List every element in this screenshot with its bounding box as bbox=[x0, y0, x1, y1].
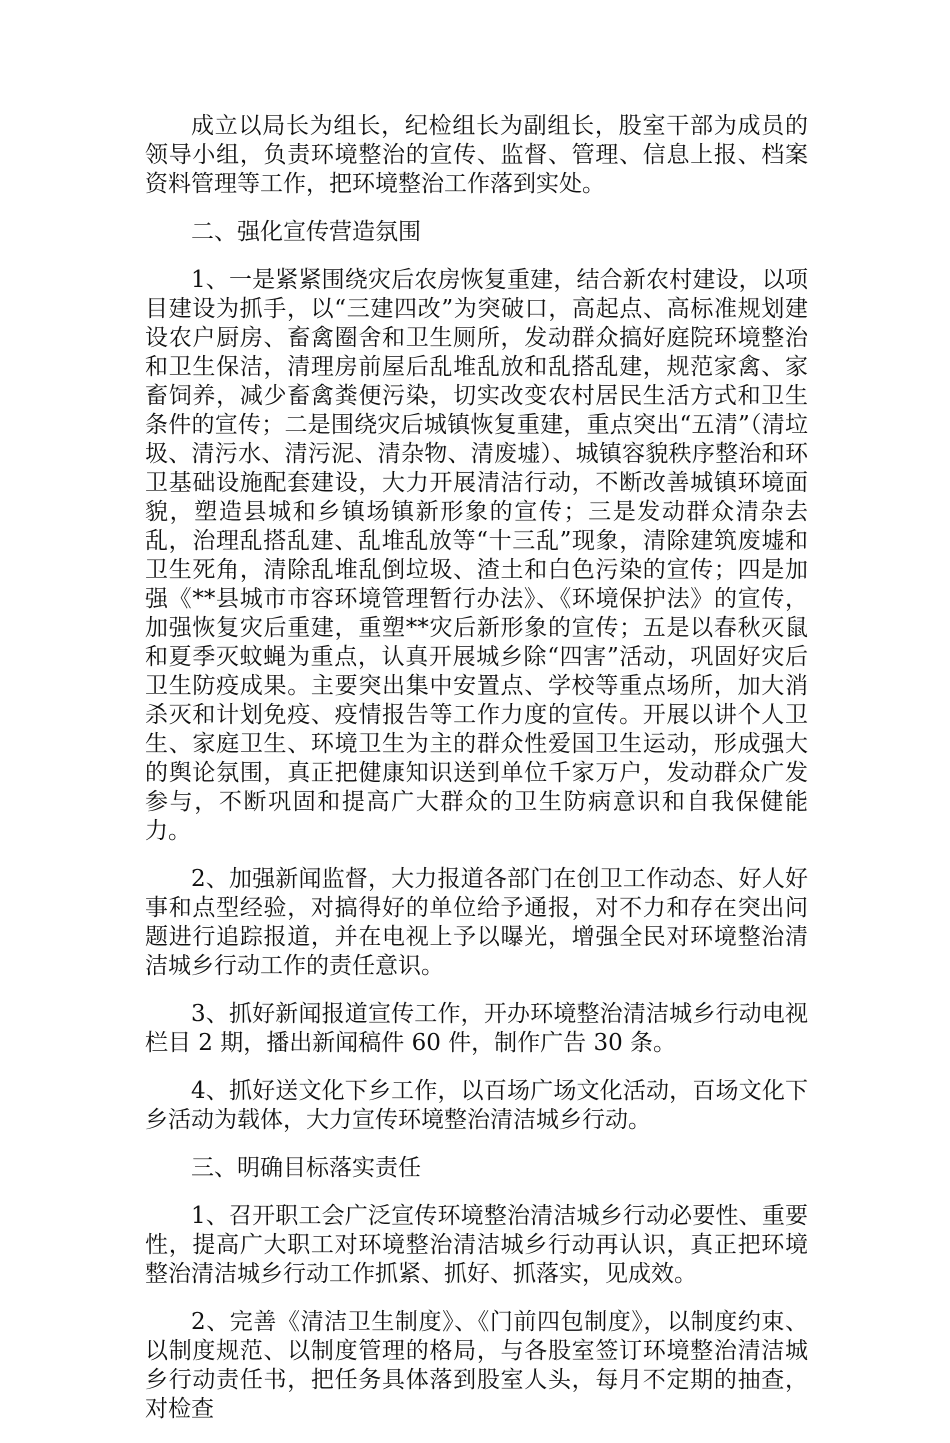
section-2-item-4: 4、抓好送文化下乡工作，以百场广场文化活动，百场文化下乡活动为载体，大力宣传环境整治清洁城乡行动。 bbox=[145, 1078, 808, 1133]
section-2-item-3: 3、抓好新闻报道宣传工作，开办环境整治清洁城乡行动电视栏目 2 期，播出新闻稿件 60 件，制作广告 30 条。 bbox=[145, 1001, 808, 1056]
section-2-item-2: 2、加强新闻监督，大力报道各部门在创卫工作动态、好人好事和点型经验，对搞得好的单位给予通报，对不力和存在突出问题进行追踪报道，并在电视上予以曝光，增强全民对环境整治清洁城乡行动工作的责任意识。 bbox=[145, 866, 808, 979]
section-2-item-1: 1、一是紧紧围绕灾后农房恢复重建，结合新农村建设，以项目建设为抓手，以“三建四改”为突破口，高起点、高标准规划建设农户厨房、畜禽圈舍和卫生厕所，发动群众搞好庭院环境整治和卫生保洁，清理房前屋后乱堆乱放和乱搭乱建，规范家禽、家畜饲养，减少畜禽粪便污染，切实改变农村居民生活方式和卫生条件的宣传；二是围绕灾后城镇恢复重建，重点突出“五清”（清垃圾、清污水、清污泥、清杂物、清废墟）、城镇容貌秩序整治和环卫基础设施配套建设，大力开展清洁行动，不断改善城镇环境面貌，塑造县城和乡镇场镇新形象的宣传；三是发动群众清杂去乱，治理乱搭乱建、乱堆乱放等“十三乱”现象，清除建筑废墟和卫生死角，清除乱堆乱倒垃圾、渣土和白色污染的宣传；四是加强《**县城市市容环境管理暂行办法》、《环境保护法》的宣传，加强恢复灾后重建，重塑**灾后新形象的宣传；五是以春秋灭鼠和夏季灭蚊蝇为重点，认真开展城乡除“四害”活动，巩固好灾后卫生防疫成果。主要突出集中安置点、学校等重点场所，加大消杀灭和计划免疫、疫情报告等工作力度的宣传。开展以讲个人卫生、家庭卫生、环境卫生为主的群众性爱国卫生运动，形成强大的舆论氛围，真正把健康知识送到单位千家万户，发动群众广发参与，不断巩固和提高广大群众的卫生防病意识和自我保健能力。 bbox=[145, 267, 808, 844]
section-3-item-1: 1、召开职工会广泛宣传环境整治清洁城乡行动必要性、重要性，提高广大职工对环境整治清洁城乡行动再认识，真正把环境整治清洁城乡行动工作抓紧、抓好、抓落实，见成效。 bbox=[145, 1203, 808, 1287]
section-2-heading: 二、强化宣传营造氛围 bbox=[191, 219, 421, 245]
section-3-heading: 三、明确目标落实责任 bbox=[191, 1155, 421, 1181]
intro-paragraph: 成立以局长为组长，纪检组长为副组长，股室干部为成员的领导小组，负责环境整治的宣传、监督、管理、信息上报、档案资料管理等工作，把环境整治工作落到实处。 bbox=[145, 113, 808, 197]
section-3-item-2: 2、完善《清洁卫生制度》、《门前四包制度》，以制度约束、以制度规范、以制度管理的格局，与各股室签订环境整治清洁城乡行动责任书，把任务具体落到股室人头，每月不定期的抽查，对检查 bbox=[145, 1309, 808, 1422]
document-page bbox=[145, 112, 808, 1443]
